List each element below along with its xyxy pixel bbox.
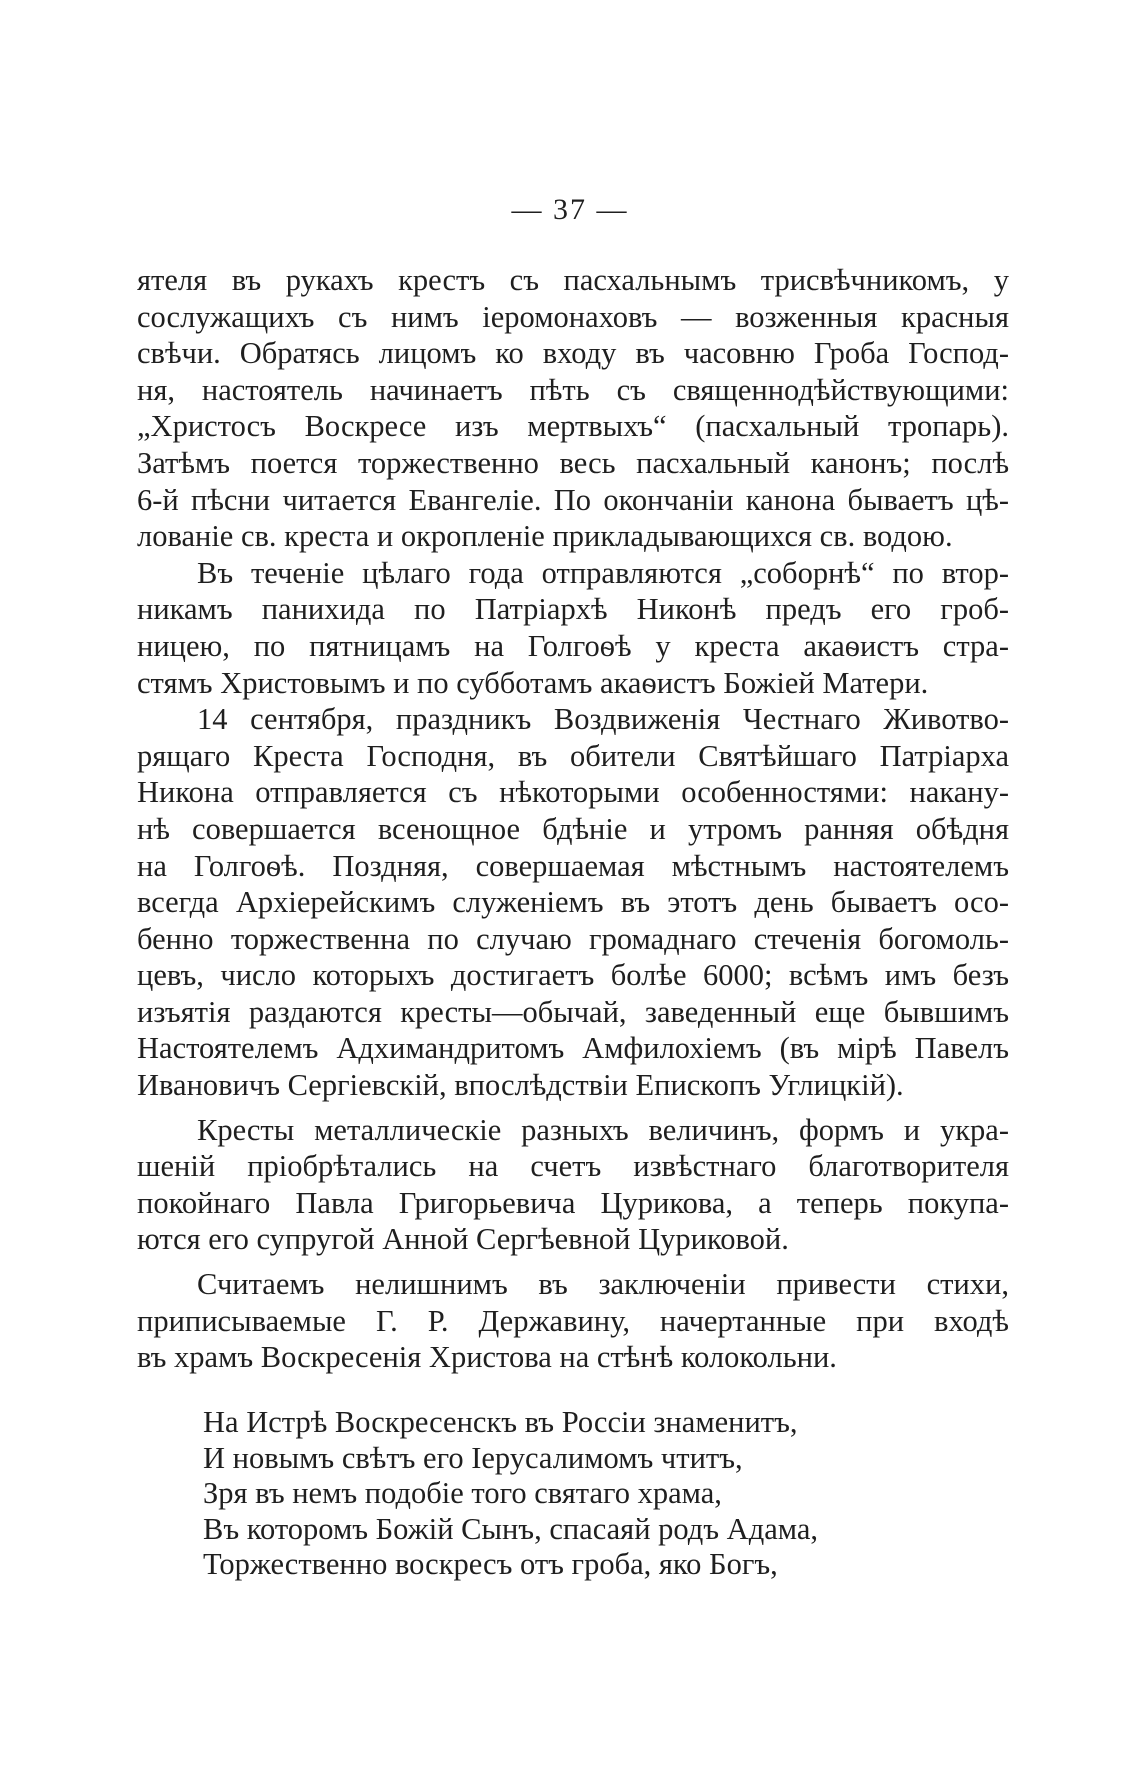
paragraph-gap — [137, 1258, 1009, 1266]
text-line: въ храмъ Воскресенія Христова на стѣнѣ колокольни. — [137, 1340, 837, 1375]
text-line: шеній пріобрѣтались на счетъ извѣстнаго благотворителя — [137, 1149, 1009, 1184]
text-line: ятеля въ рукахъ крестъ съ пасхальнымъ трисвѣчникомъ, у — [137, 263, 1009, 297]
text-line: на Голгоѳѣ. Поздняя, совершаемая мѣстнымъ настоятелемъ — [137, 848, 1009, 883]
text-line: свѣчи. Обратясь лицомъ ко входу въ часовню Гроба Господ- — [137, 336, 1009, 371]
paragraph-gap — [137, 1104, 1009, 1112]
text-line: Ивановичъ Сергіевскій, впослѣдствіи Епископъ Углицкій). — [137, 1068, 904, 1103]
text-line: изъятія раздаются кресты—обычай, заведенный еще бывшимъ — [137, 994, 1009, 1029]
text-line: нѣ совершается всенощное бдѣніе и утромъ ранняя обѣдня — [137, 811, 1009, 846]
text-line: 6-й пѣсни читается Евангеліе. По окончаніи канона бываетъ цѣ- — [137, 482, 1009, 517]
text-line: покойнаго Павла Григорьевича Цурикова, а теперь покупа- — [137, 1185, 1009, 1220]
paragraph — [137, 1112, 1009, 1258]
text-line: бенно торжественна по случаю громаднаго стеченія богомоль- — [137, 921, 1009, 956]
text-line: рящаго Креста Господня, въ обители Святѣйшаго Патріарха — [137, 738, 1009, 773]
verse-line: Торжественно воскресъ отъ гроба, яко Богъ, — [203, 1547, 778, 1582]
text-line: Никона отправляется съ нѣкоторыми особенностями: накану- — [137, 775, 1009, 810]
paragraph — [137, 1266, 1009, 1376]
text-line: стямъ Христовымъ и по субботамъ акаѳистъ Божіей Матери. — [137, 665, 929, 700]
text-line: ницею, по пятницамъ на Голгоѳѣ у креста акаѳистъ стра- — [137, 628, 1009, 663]
text-line: Кресты металлическіе разныхъ величинъ, формъ и укра- — [197, 1112, 1009, 1147]
body-text — [137, 262, 1009, 1376]
text-line: ня, настоятель начинаетъ пѣть съ священнодѣйствующими: — [137, 372, 1009, 407]
text-line: „Христосъ Воскресе изъ мертвыхъ“ (пасхальный тропарь). — [137, 409, 1009, 444]
text-line: никамъ панихида по Патріархѣ Никонѣ предъ его гроб- — [137, 592, 1009, 627]
text-line: Настоятелемъ Адхимандритомъ Амфилохіемъ (въ мірѣ Павелъ — [137, 1031, 1009, 1066]
text-line: сослужащихъ съ нимъ іеромонаховъ — возженныя красныя — [137, 299, 1009, 334]
text-line: Затѣмъ поется торжественно весь пасхальный канонъ; послѣ — [137, 445, 1009, 480]
text-line: ются его супругой Анной Сергѣевной Цуриковой. — [137, 1222, 789, 1257]
verse — [203, 1405, 1003, 1583]
verse-line: На Истрѣ Воскресенскъ въ Россіи знаменитъ, — [203, 1405, 798, 1439]
text-line: 14 сентября, праздникъ Воздвиженія Честнаго Животво- — [197, 702, 1009, 737]
paragraph — [137, 701, 1009, 1104]
verse-line: И новымъ свѣтъ его Іерусалимомъ чтитъ, — [203, 1440, 743, 1475]
paragraph — [137, 262, 1009, 555]
text-line: приписываемые Г. Р. Державину, начертанные при входѣ — [137, 1303, 1009, 1338]
text-line: цевъ, число которыхъ достигаетъ болѣе 6000; всѣмъ имъ безъ — [137, 958, 1009, 993]
text-line: лованіе св. креста и окропленіе прикладывающихся св. водою. — [137, 519, 953, 554]
text-line: Въ теченіе цѣлаго года отправляются „соборнѣ“ по втор- — [197, 555, 1009, 590]
paragraph — [137, 555, 1009, 701]
verse-line: Зря въ немъ подобіе того святаго храма, — [203, 1476, 722, 1511]
text-line: всегда Архіерейскимъ служеніемъ въ этотъ день бываетъ осо- — [137, 885, 1009, 920]
verse-line: Въ которомъ Божій Сынъ, спасаяй родъ Адама, — [203, 1511, 819, 1546]
text-line: Считаемъ нелишнимъ въ заключеніи привести стихи, — [197, 1267, 1009, 1302]
page-number: — 37 — — [511, 193, 629, 226]
